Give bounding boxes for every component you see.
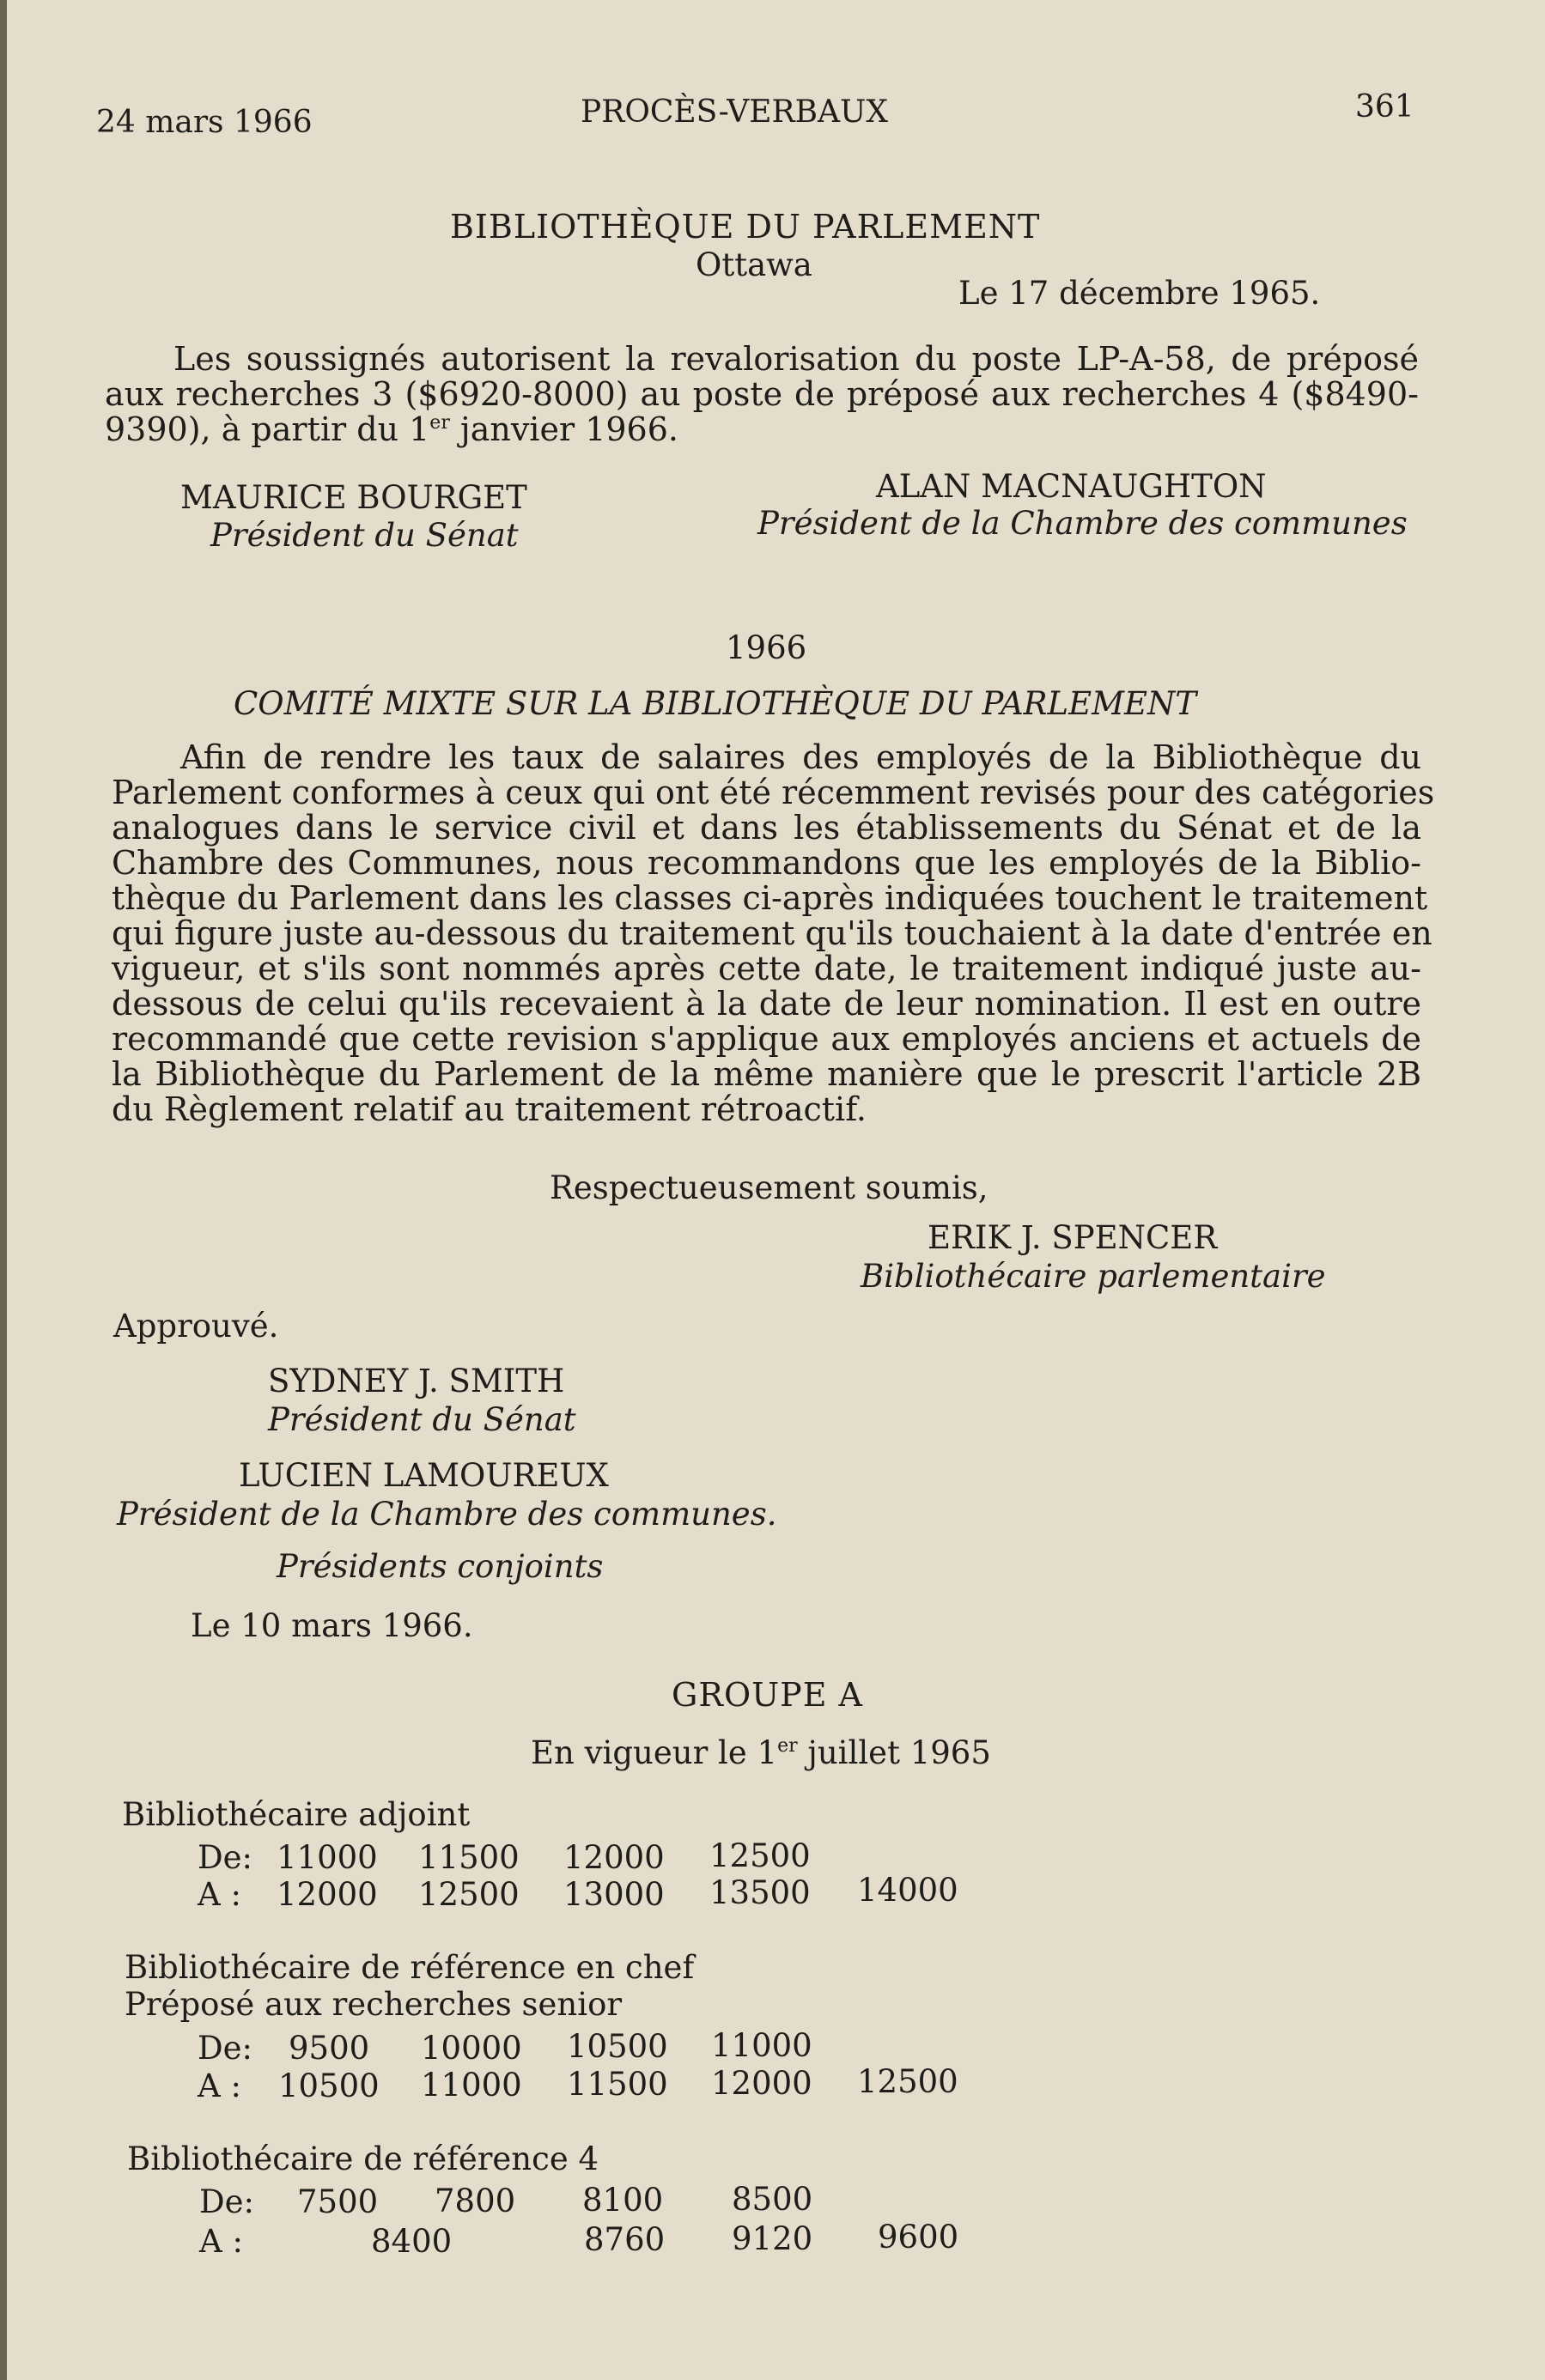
de-value: 11500 bbox=[418, 1839, 520, 1876]
de-value: 7800 bbox=[435, 2183, 516, 2219]
letter-heading: BIBLIOTHÈQUE DU PARLEMENT bbox=[450, 208, 1041, 246]
a-value: 8760 bbox=[584, 2221, 666, 2258]
report-line: Parlement conformes à ceux qui ont été récemment revisés pour des catégories bbox=[112, 774, 1435, 811]
a-value: 8400 bbox=[371, 2223, 453, 2260]
report-line: la Bibliothèque du Parlement de la même manière que le prescrit l'article 2B bbox=[112, 1055, 1421, 1093]
de-value: 8500 bbox=[732, 2181, 813, 2218]
report-line: qui figure juste au-dessous du traitement qu'ils touchaient à la date d'entrée en bbox=[112, 914, 1432, 952]
class-title: Bibliothécaire de référence 4 bbox=[127, 2140, 599, 2177]
report-line: recommandé que cette revision s'applique aux employés anciens et actuels de bbox=[112, 1020, 1421, 1058]
de-value: 11000 bbox=[711, 2027, 812, 2064]
letter-line: Les soussignés autorisent la revalorisation du poste LP-A-58, de préposé bbox=[173, 340, 1419, 378]
report-signer-name: ERIK J. SPENCER bbox=[928, 1219, 1218, 1256]
header-date: 24 mars 1966 bbox=[96, 105, 313, 140]
approver2-title: Président de la Chambre des communes. bbox=[117, 1496, 777, 1533]
page-spine-edge bbox=[0, 0, 7, 2380]
report-signer-title: Bibliothécaire parlementaire bbox=[861, 1258, 1326, 1295]
report-line: du Règlement relatif au traitement rétroactif. bbox=[112, 1090, 867, 1128]
de-value: 7500 bbox=[297, 2183, 379, 2220]
a-label: A : bbox=[198, 2067, 241, 2104]
report-line: dessous de celui qu'ils recevaient à la date de leur nomination. Il est en outre bbox=[112, 985, 1421, 1023]
a-value: 13500 bbox=[709, 1874, 811, 1911]
de-value: 8100 bbox=[582, 2182, 664, 2219]
a-value: 12000 bbox=[277, 1876, 378, 1913]
de-value: 12000 bbox=[563, 1839, 665, 1876]
report-paragraph bbox=[112, 738, 1435, 1128]
approver1-name: SYDNEY J. SMITH bbox=[268, 1363, 565, 1399]
report-heading: COMITÉ MIXTE SUR LA BIBLIOTHÈQUE DU PARLEMENT bbox=[234, 685, 1197, 722]
letter-line: aux recherches 3 ($6920-8000) au poste de préposé aux recherches 4 ($8490- bbox=[105, 375, 1419, 413]
a-value: 13000 bbox=[563, 1876, 665, 1913]
de-value: 11000 bbox=[277, 1839, 378, 1876]
letter-paragraph bbox=[105, 342, 1419, 447]
a-value: 12500 bbox=[857, 2063, 958, 2100]
page-number: 361 bbox=[1355, 89, 1414, 124]
de-label: De: bbox=[198, 2030, 253, 2067]
signer2-name: ALAN MACNAUGHTON bbox=[876, 468, 1267, 505]
approver2-name: LUCIEN LAMOUREUX bbox=[239, 1457, 609, 1494]
letter-line-last: 9390), à partir du 1er janvier 1966. bbox=[105, 410, 678, 448]
a-label: A : bbox=[199, 2223, 243, 2260]
header-title: PROCÈS-VERBAUX bbox=[581, 94, 888, 130]
approved-label: Approuvé. bbox=[113, 1308, 279, 1345]
a-value: 12500 bbox=[418, 1876, 520, 1913]
a-value: 10500 bbox=[278, 2067, 380, 2104]
de-label: De: bbox=[198, 1839, 253, 1876]
a-value: 9120 bbox=[732, 2220, 813, 2257]
report-line: vigueur, et s'ils sont nommés après cette date, le traitement indiqué juste au- bbox=[112, 950, 1421, 987]
letter-city: Ottawa bbox=[696, 246, 812, 283]
closing: Respectueusement soumis, bbox=[550, 1169, 988, 1206]
signer2-title: Président de la Chambre des communes bbox=[757, 505, 1408, 542]
class-title: Préposé aux recherches senior bbox=[125, 1986, 623, 2023]
a-value: 12000 bbox=[711, 2065, 812, 2102]
a-value: 11000 bbox=[421, 2067, 522, 2104]
a-value: 11500 bbox=[567, 2066, 668, 2103]
letter-date: Le 17 décembre 1965. bbox=[958, 275, 1321, 312]
joint-title: Présidents conjoints bbox=[277, 1548, 604, 1585]
group-effective-date: En vigueur le 1er juillet 1965 bbox=[531, 1734, 991, 1771]
report-year: 1966 bbox=[726, 629, 807, 666]
de-value: 10000 bbox=[421, 2030, 522, 2067]
report-line: analogues dans le service civil et dans les établissements du Sénat et de la bbox=[112, 809, 1421, 847]
de-label: De: bbox=[199, 2183, 255, 2220]
de-value: 12500 bbox=[709, 1837, 811, 1874]
class-title: Bibliothécaire adjoint bbox=[122, 1796, 471, 1833]
class-title: Bibliothécaire de référence en chef bbox=[125, 1949, 695, 1986]
a-label: A : bbox=[198, 1876, 241, 1913]
report-line: Afin de rendre les taux de salaires des employés de la Bibliothèque du bbox=[180, 738, 1421, 776]
report-line: Chambre des Communes, nous recommandons que les employés de la Biblio- bbox=[112, 844, 1421, 882]
report-line: thèque du Parlement dans les classes ci-après indiquées touchent le traitement bbox=[112, 879, 1428, 917]
de-value: 10500 bbox=[567, 2028, 668, 2065]
de-value: 9500 bbox=[289, 2030, 370, 2067]
group-heading: GROUPE A bbox=[672, 1676, 863, 1714]
report-date: Le 10 mars 1966. bbox=[191, 1607, 473, 1644]
approver1-title: Président du Sénat bbox=[268, 1401, 576, 1438]
a-value: 14000 bbox=[857, 1872, 958, 1909]
signer1-name: MAURICE BOURGET bbox=[180, 479, 527, 516]
a-value: 9600 bbox=[878, 2219, 959, 2256]
signer1-title: Président du Sénat bbox=[210, 517, 519, 554]
